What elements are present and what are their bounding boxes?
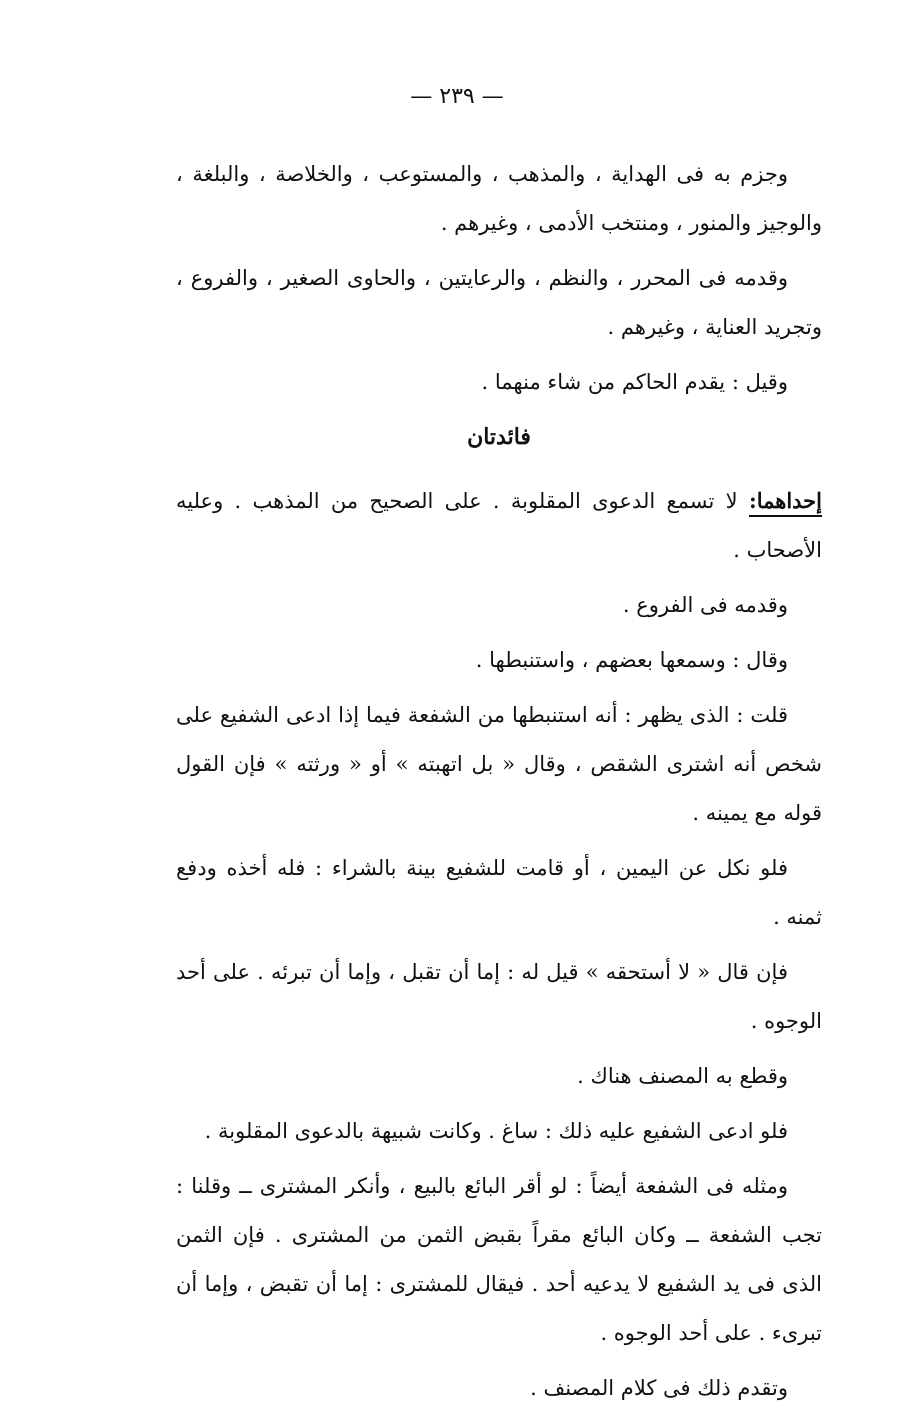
paragraph: ومثله فى الشفعة أيضاً : لو أقر البائع بالبيع ، وأنكر المشترى ــ وقلنا : تجب الشفعة ــ وكان البائع مقراً بقبض الثمن من المشترى . فإن الثمن الذى فى يد الشفيع لا يدعيه أحد . فيقال للمشترى : إما أن تقبض ، وإما أن تبرىء . على أحد الوجوه . — [176, 1174, 822, 1345]
paragraph: وجزم به فى الهداية ، والمذهب ، والمستوعب ، والخلاصة ، والبلغة ، والوجيز والمنور ، ومنتخب الأدمى ، وغيرهم . — [176, 162, 822, 235]
paragraph: وقطع به المصنف هناك . — [577, 1064, 788, 1088]
first-point-paragraph — [176, 476, 822, 575]
paragraph: قلت : الذى يظهر : أنه استنبطها من الشفعة فيما إذا ادعى الشفيع على شخص أنه اشترى الشقص ، وقال « بل اتهبته » أو « ورثته » فإن القول قوله مع يمينه . — [176, 703, 822, 825]
paragraph: وتقدم ذلك فى كلام المصنف . — [530, 1376, 788, 1400]
paragraph: وقدمه فى الفروع . — [622, 593, 788, 617]
paragraph: فلو ادعى الشفيع عليه ذلك : ساغ . وكانت شبيهة بالدعوى المقلوبة . — [204, 1119, 788, 1143]
paragraph: وقدمه فى المحرر ، والنظم ، والرعايتين ، والحاوى الصغير ، والفروع ، وتجريد العناية ، وغيرهم . — [176, 266, 822, 339]
first-point-lead: إحداهما: — [749, 488, 822, 517]
page-body — [176, 150, 822, 1419]
first-point-text: لا تسمع الدعوى المقلوبة . على الصحيح من المذهب . وعليه الأصحاب . — [176, 489, 822, 562]
paragraph: فلو نكل عن اليمين ، أو قامت للشفيع بينة بالشراء : فله أخذه ودفع ثمنه . — [176, 856, 822, 929]
paragraph: فإن قال « لا أستحقه » قيل له : إما أن تقبل ، وإما أن تبرئه . على أحد الوجوه . — [176, 960, 822, 1033]
paragraph: وقال : وسمعها بعضهم ، واستنبطها . — [475, 648, 788, 672]
page-number: — ٢٣٩ — — [410, 84, 504, 109]
section-title: فائدتان — [467, 424, 531, 450]
paragraph: وقيل : يقدم الحاكم من شاء منهما . — [481, 370, 788, 394]
